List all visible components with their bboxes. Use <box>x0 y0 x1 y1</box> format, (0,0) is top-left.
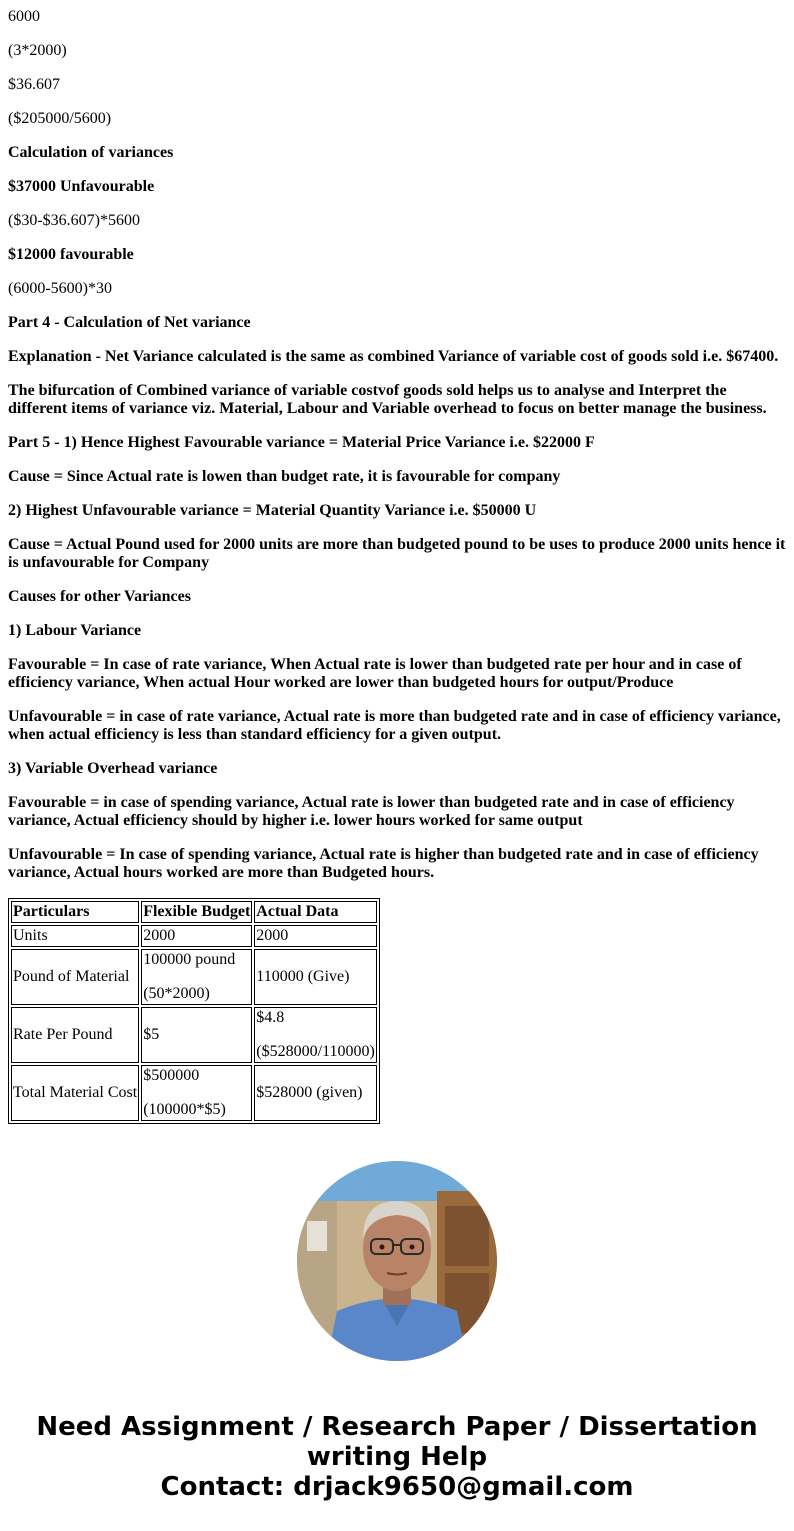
table-cell-text: $528000 (given) <box>256 1084 363 1101</box>
paragraph: $36.607 <box>8 76 60 93</box>
paragraph: Cause = Actual Pound used for 2000 units are more than budgeted pound to be uses to produce 2000 units hence it is unfavourable for Company <box>8 536 786 571</box>
table-cell-text: $500000 <box>143 1067 200 1084</box>
table-header-cell: Actual Data <box>254 901 377 923</box>
paragraph: Causes for other Variances <box>8 588 191 605</box>
footer-contact: Contact: drjack9650@gmail.com <box>160 1472 634 1502</box>
promo-footer <box>0 1412 794 1502</box>
table-cell-text: 110000 (Give) <box>256 968 350 985</box>
paragraph: $12000 favourable <box>8 246 134 263</box>
table-cell <box>141 925 252 947</box>
table-cell-text: $5 <box>143 1026 160 1043</box>
author-photo <box>297 1161 497 1361</box>
table-cell <box>11 949 139 1005</box>
paragraph: Cause = Since Actual rate is lowen than budget rate, it is favourable for company <box>8 468 561 485</box>
table-cell <box>141 1007 252 1063</box>
portrait-image <box>297 1161 497 1361</box>
table-row <box>11 1007 377 1063</box>
table-cell <box>254 1007 377 1063</box>
table-cell <box>141 949 252 1005</box>
table-cell <box>141 1065 252 1121</box>
paragraph: ($30-$36.607)*5600 <box>8 212 140 229</box>
table-row <box>11 925 377 947</box>
table-cell-text: 2000 <box>143 927 176 944</box>
paragraph: Part 4 - Calculation of Net variance <box>8 314 251 331</box>
table-header-cell: Particulars <box>11 901 139 923</box>
paragraph: (6000-5600)*30 <box>8 280 112 297</box>
table-row <box>11 1065 377 1121</box>
paragraph: Explanation - Net Variance calculated is the same as combined Variance of variable cost of goods sold i.e. $67400. <box>8 348 779 365</box>
paragraph: 3) Variable Overhead variance <box>8 760 218 777</box>
table-body <box>11 925 377 1121</box>
table-cell-text: 2000 <box>256 927 289 944</box>
paragraph: 6000 <box>8 8 40 25</box>
paragraph: The bifurcation of Combined variance of variable costvof goods sold helps us to analyse and Interpret the different items of variance viz. Material, Labour and Variable overhead to focus on better manage the business. <box>8 382 767 417</box>
table-cell-text: Units <box>13 927 48 944</box>
paragraph: Favourable = in case of spending variance, Actual rate is lower than budgeted rate and in case of efficiency variance, Actual efficiency should by higher i.e. lower hours worked for same output <box>8 794 735 829</box>
table-header-row <box>11 901 377 923</box>
paragraph: Favourable = In case of rate variance, When Actual rate is lower than budgeted rate per hour and in case of efficiency variance, When actual Hour worked are lower than budgeted hours for output/Produce <box>8 656 742 691</box>
footer-headline: Need Assignment / Research Paper / Dissertation writing Help <box>36 1412 758 1472</box>
paragraph: ($205000/5600) <box>8 110 112 127</box>
paragraph: 1) Labour Variance <box>8 622 142 639</box>
table-cell-text: 100000 pound <box>143 951 236 968</box>
table-cell <box>11 1065 139 1121</box>
table-cell-text: (100000*$5) <box>143 1101 226 1118</box>
paragraph: Unfavourable = in case of rate variance, Actual rate is more than budgeted rate and in case of efficiency variance, when actual efficiency is less than standard efficiency for a given output. <box>8 708 781 743</box>
table-row <box>11 949 377 1005</box>
paragraph: 2) Highest Unfavourable variance = Material Quantity Variance i.e. $50000 U <box>8 502 537 519</box>
table-cell-text: Total Material Cost <box>13 1084 138 1101</box>
material-cost-table <box>8 898 380 1124</box>
table-cell-text: ($528000/110000) <box>256 1043 375 1060</box>
paragraph: $37000 Unfavourable <box>8 178 155 195</box>
paragraph-list <box>8 8 786 882</box>
table-cell-text: $4.8 <box>256 1009 285 1026</box>
table-cell <box>254 1065 377 1121</box>
table-cell <box>11 925 139 947</box>
paragraph: (3*2000) <box>8 42 67 59</box>
table-cell <box>254 925 377 947</box>
table-cell-text: (50*2000) <box>143 985 210 1002</box>
paragraph: Calculation of variances <box>8 144 174 161</box>
table-cell <box>254 949 377 1005</box>
table-cell <box>11 1007 139 1063</box>
table-header-cell: Flexible Budget <box>141 901 252 923</box>
document-body <box>0 8 794 1124</box>
table-cell-text: Rate Per Pound <box>13 1026 113 1043</box>
paragraph: Unfavourable = In case of spending variance, Actual rate is higher than budgeted rate and in case of efficiency variance, Actual hours worked are more than Budgeted hours. <box>8 846 759 881</box>
table-cell-text: Pound of Material <box>13 968 130 985</box>
paragraph: Part 5 - 1) Hence Highest Favourable variance = Material Price Variance i.e. $22000 F <box>8 434 595 451</box>
